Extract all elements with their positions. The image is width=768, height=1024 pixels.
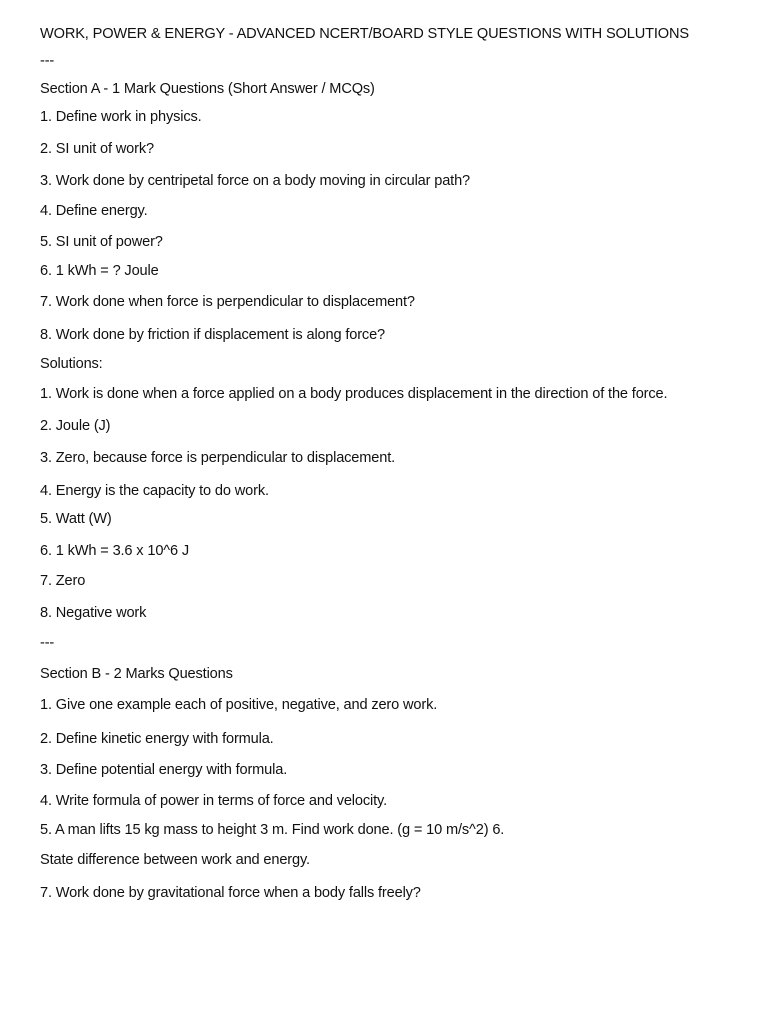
section-a-solution: 1. Work is done when a force applied on a body produces displacement in the direction of the force. — [40, 386, 668, 402]
section-a-solution: 3. Zero, because force is perpendicular to displacement. — [40, 450, 396, 466]
section-a-solution: 5. Watt (W) — [40, 511, 112, 527]
section-a-question: 1. Define work in physics. — [40, 109, 202, 125]
section-a-solution: 7. Zero — [40, 573, 86, 589]
section-a-question: 4. Define energy. — [40, 203, 148, 219]
section-a-solution: 6. 1 kWh = 3.6 x 10^6 J — [40, 543, 190, 559]
section-a-question: 7. Work done when force is perpendicular to displacement? — [40, 294, 415, 310]
section-b-question: State difference between work and energy. — [40, 852, 310, 868]
solutions-heading: Solutions: — [40, 356, 103, 372]
section-a-solution: 2. Joule (J) — [40, 418, 111, 434]
section-a-question: 8. Work done by friction if displacement is along force? — [40, 327, 385, 343]
section-b-question: 4. Write formula of power in terms of force and velocity. — [40, 793, 387, 809]
divider: --- — [40, 53, 55, 69]
section-a-question: 5. SI unit of power? — [40, 234, 163, 250]
section-b-question: 5. A man lifts 15 kg mass to height 3 m. Find work done. (g = 10 m/s^2) 6. — [40, 822, 505, 838]
section-b-question: 2. Define kinetic energy with formula. — [40, 731, 274, 747]
document-title: WORK, POWER & ENERGY - ADVANCED NCERT/BOARD STYLE QUESTIONS WITH SOLUTIONS — [40, 26, 689, 42]
section-a-solution: 8. Negative work — [40, 605, 147, 621]
section-b-heading: Section B - 2 Marks Questions — [40, 666, 233, 682]
section-a-solution: 4. Energy is the capacity to do work. — [40, 483, 269, 499]
section-b-question: 1. Give one example each of positive, negative, and zero work. — [40, 697, 438, 713]
divider: --- — [40, 635, 55, 651]
section-a-question: 3. Work done by centripetal force on a body moving in circular path? — [40, 173, 471, 189]
section-a-heading: Section A - 1 Mark Questions (Short Answer / MCQs) — [40, 81, 375, 97]
section-b-question: 7. Work done by gravitational force when a body falls freely? — [40, 885, 421, 901]
section-a-question: 2. SI unit of work? — [40, 141, 154, 157]
section-a-question: 6. 1 kWh = ? Joule — [40, 263, 159, 279]
section-b-question: 3. Define potential energy with formula. — [40, 762, 288, 778]
